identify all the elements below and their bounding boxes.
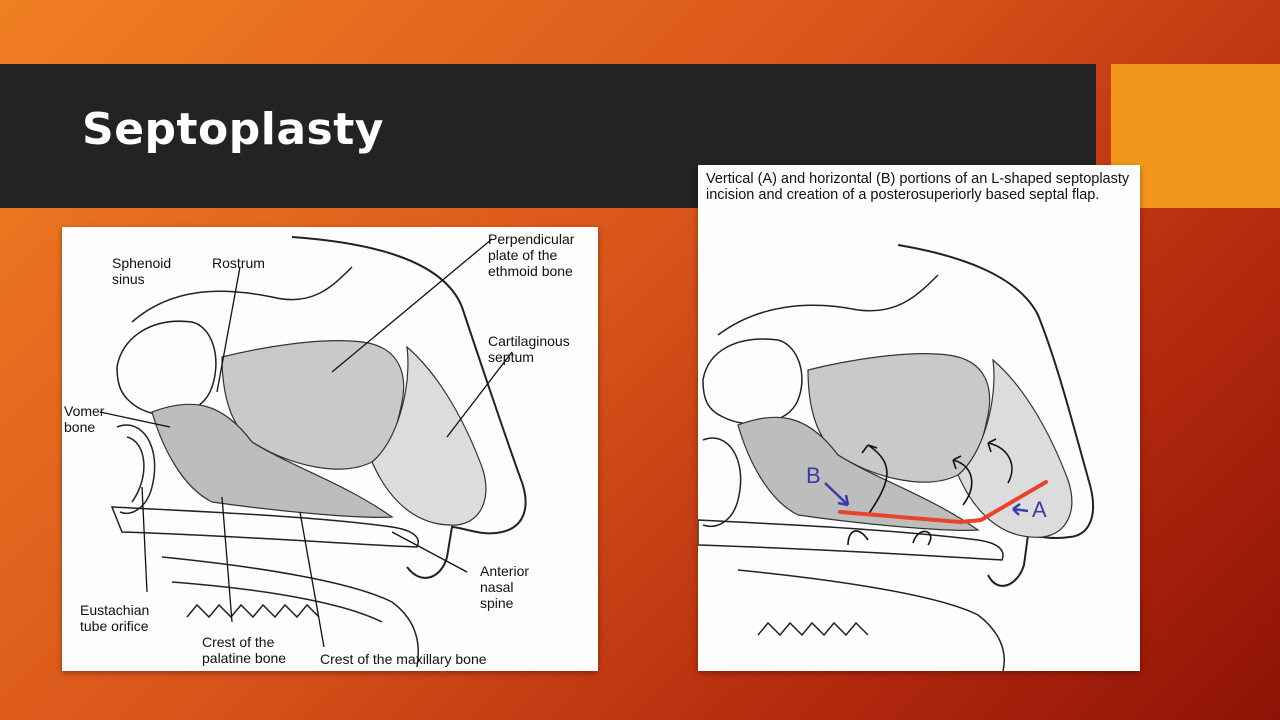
anatomy-figure-right xyxy=(698,165,1140,671)
marker-b: B xyxy=(806,463,821,488)
label-anterior-nasal-spine: Anterior nasal spine xyxy=(480,563,530,611)
label-crest-maxillary: Crest of the maxillary bone xyxy=(320,651,487,667)
label-sphenoid-sinus: Sphenoid sinus xyxy=(112,255,172,287)
marker-a: A xyxy=(1032,497,1047,522)
anatomy-figure-left xyxy=(62,227,598,671)
label-cartilaginous-septum: Cartilaginous septum xyxy=(488,333,570,365)
slide-title: Septoplasty xyxy=(82,104,384,155)
label-rostrum: Rostrum xyxy=(212,255,265,271)
figure-caption: Vertical (A) and horizontal (B) portions of an L-shaped septoplasty incision and creation of a posterosuperiorly based septal flap. xyxy=(706,171,1130,203)
incision-illustration xyxy=(698,165,1140,671)
label-eustachian-tube: Eustachian tube orifice xyxy=(80,602,150,634)
label-perpendicular-plate: Perpendicular plate of the ethmoid bone xyxy=(488,231,575,279)
label-crest-palatine: Crest of the palatine bone xyxy=(202,634,287,666)
label-vomer-bone: Vomer bone xyxy=(64,403,105,435)
